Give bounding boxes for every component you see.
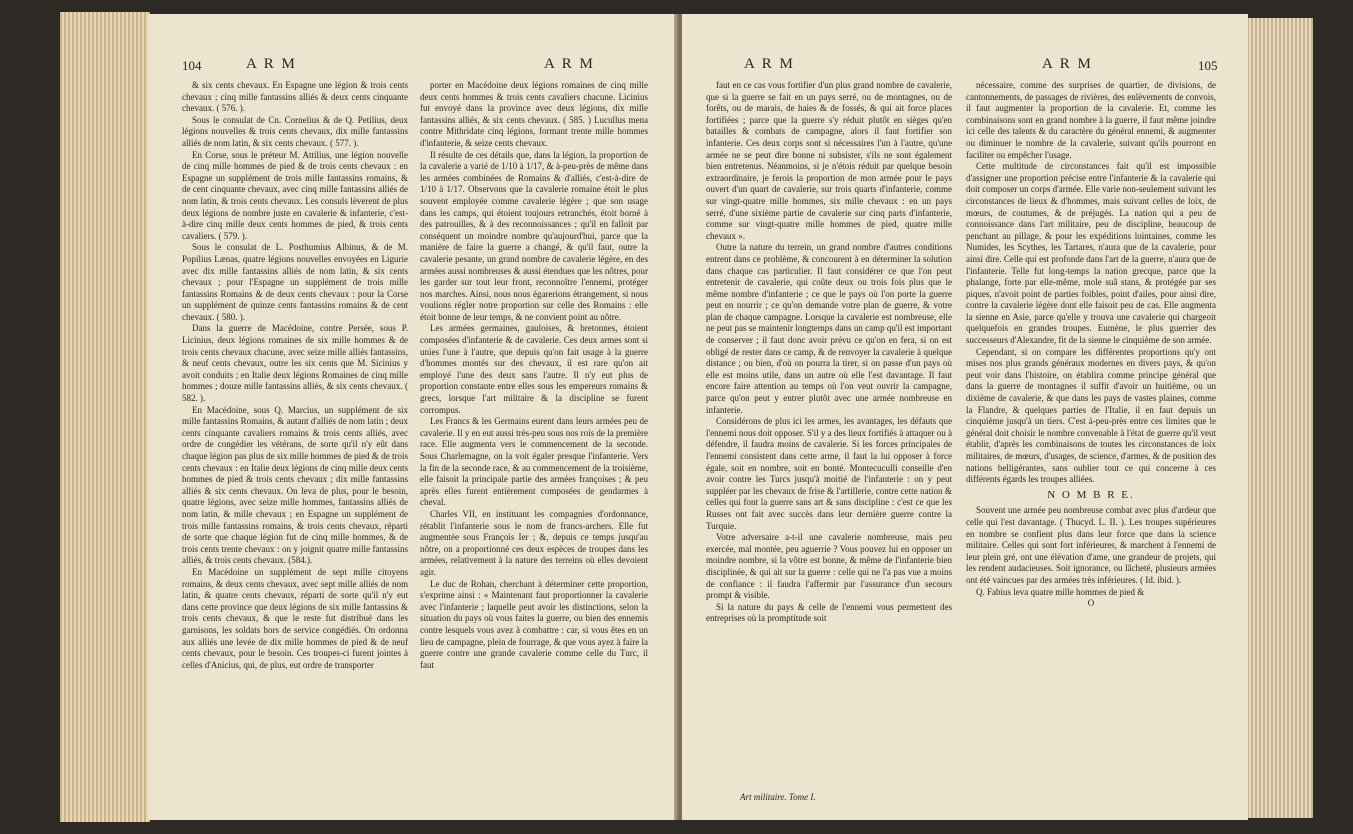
paragraph: En Corse, sous le préteur M. Attilius, une légion nouvelle de cinq mille hommes de pied & de trois cents chevaux : en Espagne un supplément de trois mille fantassins romains, & de cent cinquante chevaux, avec cinq mille fantassins alliés de nom latin, & trois cents chevaux. Les consuls lèverent de plus deux légions de nombre juste en cavalerie & infanterie, c'est-à-dire cinq mille deux cents hommes de pied, & trois cents cavaliers. ( 579. ). xyxy=(182,149,408,241)
gathering-signature: O xyxy=(1087,598,1095,609)
left-column-1 xyxy=(182,80,408,800)
running-head-right-a: A R M xyxy=(744,56,795,72)
paragraph: Le duc de Rohan, cherchant à déterminer cette proportion, s'exprime ainsi : « Maintenant faut proportionner la cavalerie avec l'infanterie ; laquelle peut avoir les distinctions, selon la situation du pays où vous faites la guerre, ou bien des ennemis contre lesquels vous avez à combattre : car, si vous êtes en un lieu de campagne, plein de fourrage, & que vous ayez à faire la guerre contre une grande cavalerie comme celle du Turc, il faut xyxy=(420,578,648,670)
paragraph: Votre adversaire a-t-il une cavalerie nombreuse, mais peu exercée, mal montée, peu aguerrie ? Vous pouvez lui en opposer un moindre nombre, si la vôtre est bonne, & même de l'infanterie bien disciplinée, & qui ait sur la guerre : celle qui ne l'a pas vue a moins de confiance : il faudra l'affermir par l'assurance d'un secours prompt & visible. xyxy=(706,532,952,601)
paragraph: Q. Fabius leva quatre mille hommes de pied & xyxy=(976,586,1145,597)
paragraph: Sous le consulat de L. Posthumius Albinus, & de M. Popilius Lænas, quatre légions nouvelles envoyées en Ligurie avec dix mille fantassins alliés de nom latin, & six cents chevaux ; pour l'Espagne un supplément de trois mille fantassins Romains & de deux cents chevaux : pour la Corse un supplément de quinze cents fantassins romains & de cent chevaux. ( 580. ). xyxy=(182,242,408,322)
paragraph: Les Francs & les Germains eurent dans leurs armées peu de cavalerie. Il y en eut aussi très-peu sous nos rois de la première race. Elle augmenta vers le commencement de la seconde. Sous Charlemagne, on la voit égaler presque l'infanterie. Vers la fin de la seconde race, & au commencement de la troisième, elle faisoit la principale partie des armées françoises ; & peu après elles furent entièrement composées de gendarmes à cheval. xyxy=(420,416,648,508)
running-head-left-a: A R M xyxy=(246,56,297,72)
left-page xyxy=(148,14,678,820)
paragraph: Dans la guerre de Macédoine, contre Persée, sous P. Licinius, deux légions romaines de six mille hommes & de trois cents chevaux chacune, avec seize mille alliés fantassins, & neuf cents chevaux, outre les six cents que M. Sicinius y avoit conduits ; en Italie deux légions Romaines de cinq mille hommes ; douze mille fantassins alliés, & six cents chevaux. ( 582. ). xyxy=(182,323,408,404)
footer-signature: Art militaire. Tome I. xyxy=(740,792,816,802)
running-head-right-b: A R M xyxy=(1042,56,1093,72)
right-column-1 xyxy=(706,80,952,784)
section-title: N O M B R E. xyxy=(1047,488,1135,501)
right-column-2 xyxy=(966,80,1216,800)
paragraph: nécessaire, comme des surprises de quartier, de divisions, de cantonnements, de passages de rivières, des enlèvements de convois, il faut augmenter la proportion de la cavalerie. Et, comme les combinaisons sont en grand nombre à la guerre, il faut même joindre ici celle des talents & du caractère du général ennemi, & augmenter ou diminuer le nombre de la cavalerie, suivant qu'ils pourront en faciliter ou empêcher l'usage. xyxy=(966,80,1216,160)
paragraph: Charles VII, en instituant les compagnies d'ordonnance, rétablit l'infanterie sous le nom de francs-archers. Elle fut augmentée sous François Ier ; &, depuis ce temps jusqu'au nôtre, on a proportionné ces deux espèces de troupes dans les armées, relativement à la nature des terreins où elles devoient agir. xyxy=(420,508,648,577)
paragraph: Souvent une armée peu nombreuse combat avec plus d'ardeur que celle qui l'est davantage. ( Thucyd. L. II. ). Les troupes supérieures en nombre se confient plus dans leur force que dans la science militaire. Celles qui sont fort inférieures, & marchent à l'ennemi de leur plein gré, ont une élévation d'ame, une grandeur de projets, qui les rendent audacieuses. Soit ignorance, ou lâcheté, plusieurs armées ont été vaincues par des armées très inférieures. ( Id. ibid. ). xyxy=(966,505,1216,585)
paragraph: Sous le consulat de Cn. Cornelius & de Q. Petilius, deux légions nouvelles & trois cents chevaux, dix mille fantassins alliés de nom latin, & six cents chevaux. ( 577. ). xyxy=(182,114,408,148)
paragraph: Il résulte de ces détails que, dans la légion, la proportion de la cavalerie a varié de 1/10 à 1/17, & à-peu-près de même dans les armées combinées de Romains & d'alliés, c'est-à-dire de 1/10 à 1/17. Observons que la cavalerie romaine étoit le plus souvent employée comme cavalerie légère ; que son usage dans les camps, qui étoient toujours retranchés, étoit borné à des patrouilles, & à des reconnoissances ; qu'il en falloit par conséquent un moindre nombre qu'aujourd'hui, parce que la manière de faire la guerre a changé, & qu'il faut, outre la cavalerie pesante, un grand nombre de cavalerie légère, en des armées aussi nombreuses & aussi étendues que les nôtres, pour les garder sur tout leur front, reconnoître l'ennemi, protéger nos marches. Ainsi, nous nous égarerions étrangement, si nous voulions régler notre proportion sur celle des Romains : elle étoit bonne de leur temps, & ne convient point au nôtre. xyxy=(420,149,648,322)
paragraph: Les armées germaines, gauloises, & bretonnes, étoient composées d'infanterie & de cavalerie. Ces deux armes sont si unies l'une à l'autre, que depuis qu'on fait usage à la guerre d'hommes montés sur des chevaux, il est rare qu'on ait employé l'une des deux sans l'autre. Il n'y eut plus de proportion constante entre elles sous les empereurs romains & grecs, lorsque l'art militaire & la discipline se furent corrompus. xyxy=(420,323,648,415)
paragraph: En Macédoine un supplément de sept mille citoyens romains, & deux cents chevaux, avec sept mille alliés de nom latin, & quatre cents chevaux, réparti de sorte qu'il n'y eut dans cette province que deux légions de six mille fantassins & trois cents chevaux, & que le reste fut distribué dans les garnisons, les soldats hors de service congédiés. On ordonna aux alliés une levée de dix mille hommes de pied & de neuf cents chevaux, pour le besoin. Ces troupes-ci furent jointes à celles d'Anicius, qui, de plus, eut ordre de transporter xyxy=(182,566,408,670)
paragraph: porter en Macédoine deux légions romaines de cinq mille deux cents hommes & trois cents cavaliers chacune. Licinius fut envoyé dans la province avec deux légions, dix mille fantassins alliés, & six cents chevaux. ( 585. ) Lucullus mena contre Mithridate cinq légions, formant trente mille hommes d'infanterie, & seize cents chevaux. xyxy=(420,80,648,148)
paragraph: & six cents chevaux. En Espagne une légion & trois cents chevaux ; cinq mille fantassins alliés & deux cents cinquante chevaux. ( 576. ). xyxy=(182,80,408,114)
paragraph: Cette multitude de circonstances fait qu'il est impossible d'assigner une proportion précise entre l'infanterie & la cavalerie qui doit composer un corps d'armée. Elle varie non-seulement suivant les circonstances de lieux & d'hommes, mais suivant celles de loix, de mœurs, de coutumes, & de préjugés. La nation qui a peu de connoissance dans l'art militaire, peu de discipline, beaucoup de penchant au pillage, & pour les expéditions lointaines, comme les Numides, les Scythes, les Tartares, n'aura que de la cavalerie, pour ainsi dire. Celle qui est profonde dans l'art de la guerre, n'aura que de l'infanterie. Telle fut long-temps la nation grecque, parce que la phalange, forte par elle-même, mole suâ stans, & protégée par ses piques, n'avoit point de parties foibles, point d'ailes, pour ainsi dire, contre la cavalerie légère dont elle faisoit peu de cas. Elle augmenta la sienne en Asie, parce qu'elle y trouva une cavalerie qui chargeoit quelquefois en grandes troupes. Eumène, le plus guerrier des successeurs d'Alexandre, fit de la sienne le cinquième de son armée. xyxy=(966,161,1216,346)
right-page xyxy=(682,14,1248,820)
left-page-edges xyxy=(60,12,150,822)
page-number-right: 105 xyxy=(1198,58,1218,73)
paragraph: En Macédoine, sous Q. Marcius, un supplément de six mille fantassins Romains, & autant d'alliés de nom latin ; deux cents cinquante cavaliers romains & trois cents alliés, avec ordre de congédier les vétérans, de sorte qu'il n'y eût dans chaque légion pas plus de six mille hommes de pied & de trois cents chevaux : en Italie deux légions de cinq mille deux cents hommes de pied & trois cents chevaux ; dix mille fantassins alliés & six cents chevaux. On leva de plus, pour le besoin, quatre légions, avec seize mille hommes, fantassins alliés de nom latin, & mille chevaux ; en Espagne un supplément de trois mille fantassins romains, & trois cents chevaux, réparti de sorte que chaque légion fut de cinq mille hommes, & de trois cents trente chevaux : on y joignit quatre mille fantassins alliés, & trois cents chevaux. (584.). xyxy=(182,404,408,566)
paragraph: Considérons de plus ici les armes, les avantages, les défauts que l'ennemi nous doit opposer. S'il y a des lieux fortifiés à attaquer ou à défendre, il faudra moins de cavalerie. Si les forces principales de l'ennemi consistent dans cette arme, il faut la lui opposer à force égale, soit en nombre, soit en bonté. Montecuculli conseille d'en avoir contre les Turcs jusqu'à moitié de l'infanterie : on y peut suppléer par les chevaux de frise & l'artillerie, contre cette nation & celles qui font la guerre sans art & sans discipline : c'est ce que les Russes ont fait avec succès dans leur dernière guerre contre la Turquie. xyxy=(706,416,952,531)
right-page-edges xyxy=(1245,18,1313,818)
paragraph: Outre la nature du terrein, un grand nombre d'autres conditions entrent dans ce problème, & concourent à en déterminer la solution dans chaque cas particulier. Il faut considérer ce que l'on peut entretenir de cavalerie, qui coûte deux ou trois fois plus que le même nombre d'infanterie ; ce que le pays où l'on porte la guerre peut en nourrir ; ce qu'on demande votre plan de guerre, & votre plan de chaque campagne. Lorsque la cavalerie est nombreuse, elle ne peut pas se maintenir longtemps dans un camp qu'il est important de conserver ; il faut donc avoir prévu ce qu'on en fera, si on est obligé de rester dans ce camp, & de renvoyer la cavalerie à quelque distance ; ou bien, d'où on pourra la tirer, si on passe d'un pays où elle est moins utile, dans un autre où elle l'est davantage. Il faut encore faire attention au temps où l'on veut ouvrir la campagne, parce qu'on peut y entrer plutôt avec une armée nombreuse en infanterie. xyxy=(706,242,952,415)
paragraph: Si la nature du pays & celle de l'ennemi vous permettent des entreprises où la promptitude soit xyxy=(706,601,952,624)
running-head-left-b: A R M xyxy=(544,56,595,72)
page-number-left: 104 xyxy=(182,58,202,73)
paragraph: Cependant, si on compare les différentes proportions qu'y ont mises nos plus grands généraux modernes en divers pays, & qu'on peut voir dans l'histoire, on établira comme principe général que dans la guerre de montagnes il suffit d'avoir un huitième, ou un dixième de cavalerie, & que dans les pays de vastes plaines, comme la Flandre, & quelques parties de l'Italie, il en faut depuis un cinquième jusqu'à un tiers. C'est à-peu-près entre ces limites que le général doit choisir le nombre convenable à l'état de guerre qu'il veut établir, d'après les combinaisons de toutes les circonstances de loix militaires, de mœurs, d'usages, de science, d'armes, & de position des nations belligérantes, sans oublier tout ce qui concerne à ces différents égards les troupes alliées. xyxy=(966,346,1216,485)
paragraph: faut en ce cas vous fortifier d'un plus grand nombre de cavalerie, que si la guerre se fait en un pays serré, ou de montagnes, ou de forêts, ou de marais, de haies & de fossés, & qui ait force places fortifiées ; parce que la guerre s'y réduit plutôt en sièges qu'en batailles & combats de campagne, alors il faut fortifier son infanterie. Ces deux corps sont si nécessaires l'un à l'autre, qu'une armée ne se peut dire bonne ni subsister, s'ils ne sont également bien entretenus. Néanmoins, si je n'étois réduit par quelque besoin extraordinaire, je ferois la proportion de mon armée pour le pays ouvert d'un quart de cavalerie, sur trois quarts d'infanterie, comme sur vingt-quatre mille hommes, six mille chevaux : en un pays serré, d'une sixième partie de cavalerie sur cinq parts d'infanterie, comme sur vingt-quatre mille hommes de pied, quatre mille chevaux ». xyxy=(706,80,952,241)
left-column-2 xyxy=(420,80,648,800)
